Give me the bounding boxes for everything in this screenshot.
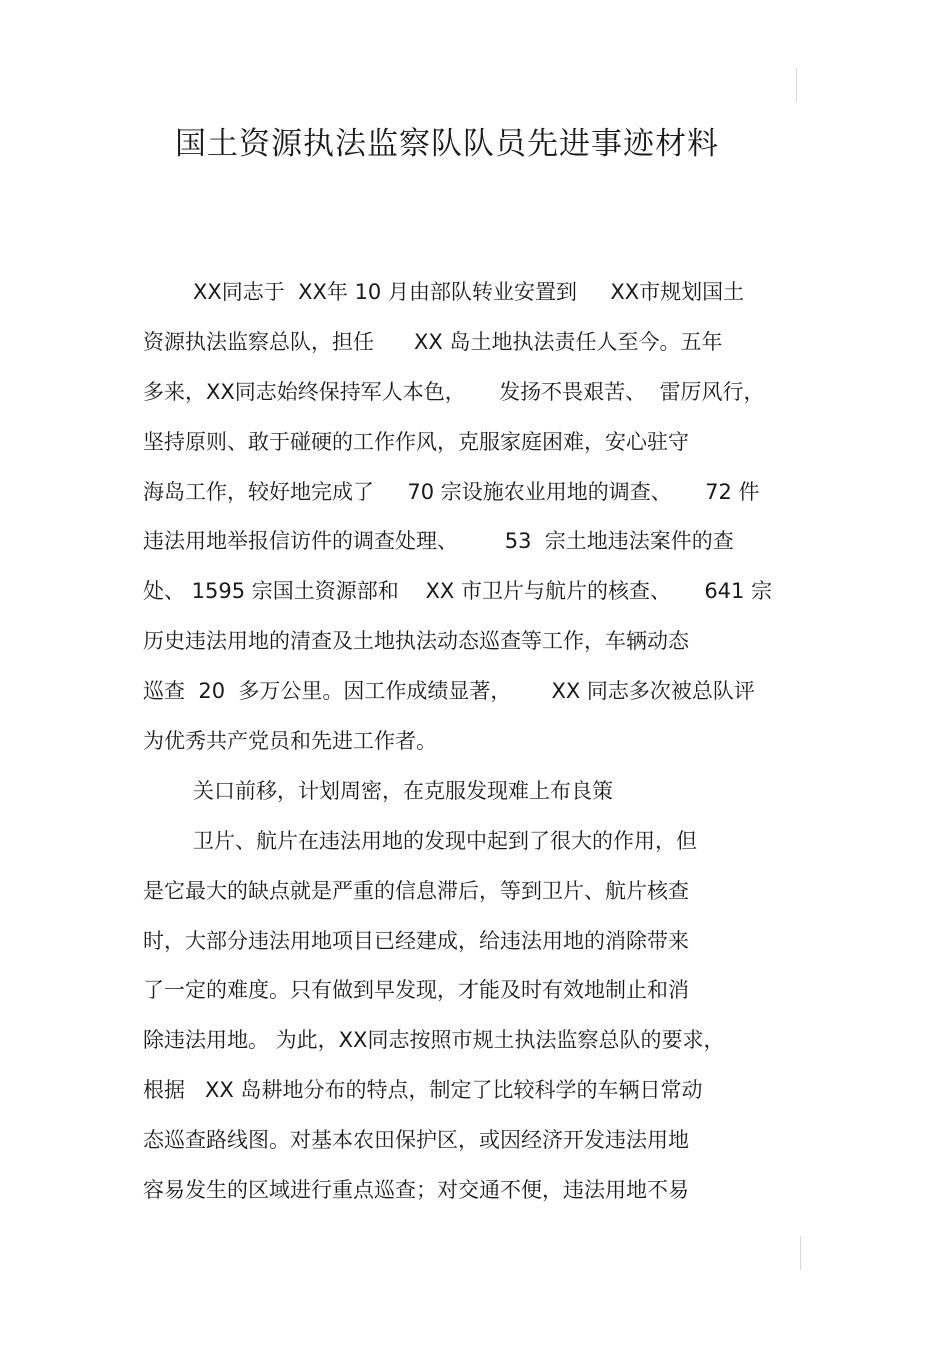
text-line: 了一定的难度。只有做到早发现，才能及时有效地制止和消 [143, 978, 689, 1003]
text-line: 违法用地举报信访件的调查处理、 53 宗土地违法案件的查 [143, 529, 734, 554]
text-line: 根据 XX 岛耕地分布的特点，制定了比较科学的车辆日常动 [143, 1078, 703, 1103]
text-line: 容易发生的区域进行重点巡查；对交通不便，违法用地不易 [143, 1178, 689, 1203]
text-line: 资源执法监察总队，担任 XX 岛土地执法责任人至今。五年 [143, 329, 723, 354]
text-line: XX同志于 XX年 10 月由部队转业安置到 XX市规划国土 [193, 280, 745, 304]
text-line: 坚持原则、敢于碰硬的工作作风，克服家庭困难，安心驻守 [143, 429, 689, 454]
text-line: 多来，XX同志始终保持军人本色， 发扬不畏艰苦、 雷厉风行， [143, 379, 765, 404]
text-line: 为优秀共产党员和先进工作者。 [143, 729, 437, 754]
text-line: 除违法用地。 为此，XX同志按照市规土执法监察总队的要求， [143, 1028, 725, 1053]
page-corner-mark-top [796, 68, 797, 102]
text-line: 是它最大的缺点就是严重的信息滞后，等到卫片、航片核查 [143, 878, 689, 903]
text-line: 海岛工作，较好地完成了 70 宗设施农业用地的调查、 72 件 [143, 479, 760, 504]
text-line: 历史违法用地的清查及土地执法动态巡查等工作，车辆动态 [143, 629, 689, 654]
text-line: 卫片、航片在违法用地的发现中起到了很大的作用，但 [193, 828, 697, 853]
text-line: 处、 1595 宗国土资源部和 XX 市卫片与航片的核查、 641 宗 [143, 579, 773, 604]
page-corner-mark-bottom [800, 1236, 801, 1270]
section-heading: 关口前移，计划周密，在克服发现难上布良策 [193, 778, 613, 803]
document-body [143, 270, 813, 1218]
text-line: 巡查 20 多万公里。因工作成绩显著， XX 同志多次被总队评 [143, 679, 755, 704]
text-line: 时，大部分违法用地项目已经建成，给违法用地的消除带来 [143, 928, 689, 953]
document-title: 国土资源执法监察队队员先进事迹材料 [175, 126, 719, 162]
text-line: 态巡查路线图。对基本农田保护区，或因经济开发违法用地 [143, 1128, 689, 1153]
